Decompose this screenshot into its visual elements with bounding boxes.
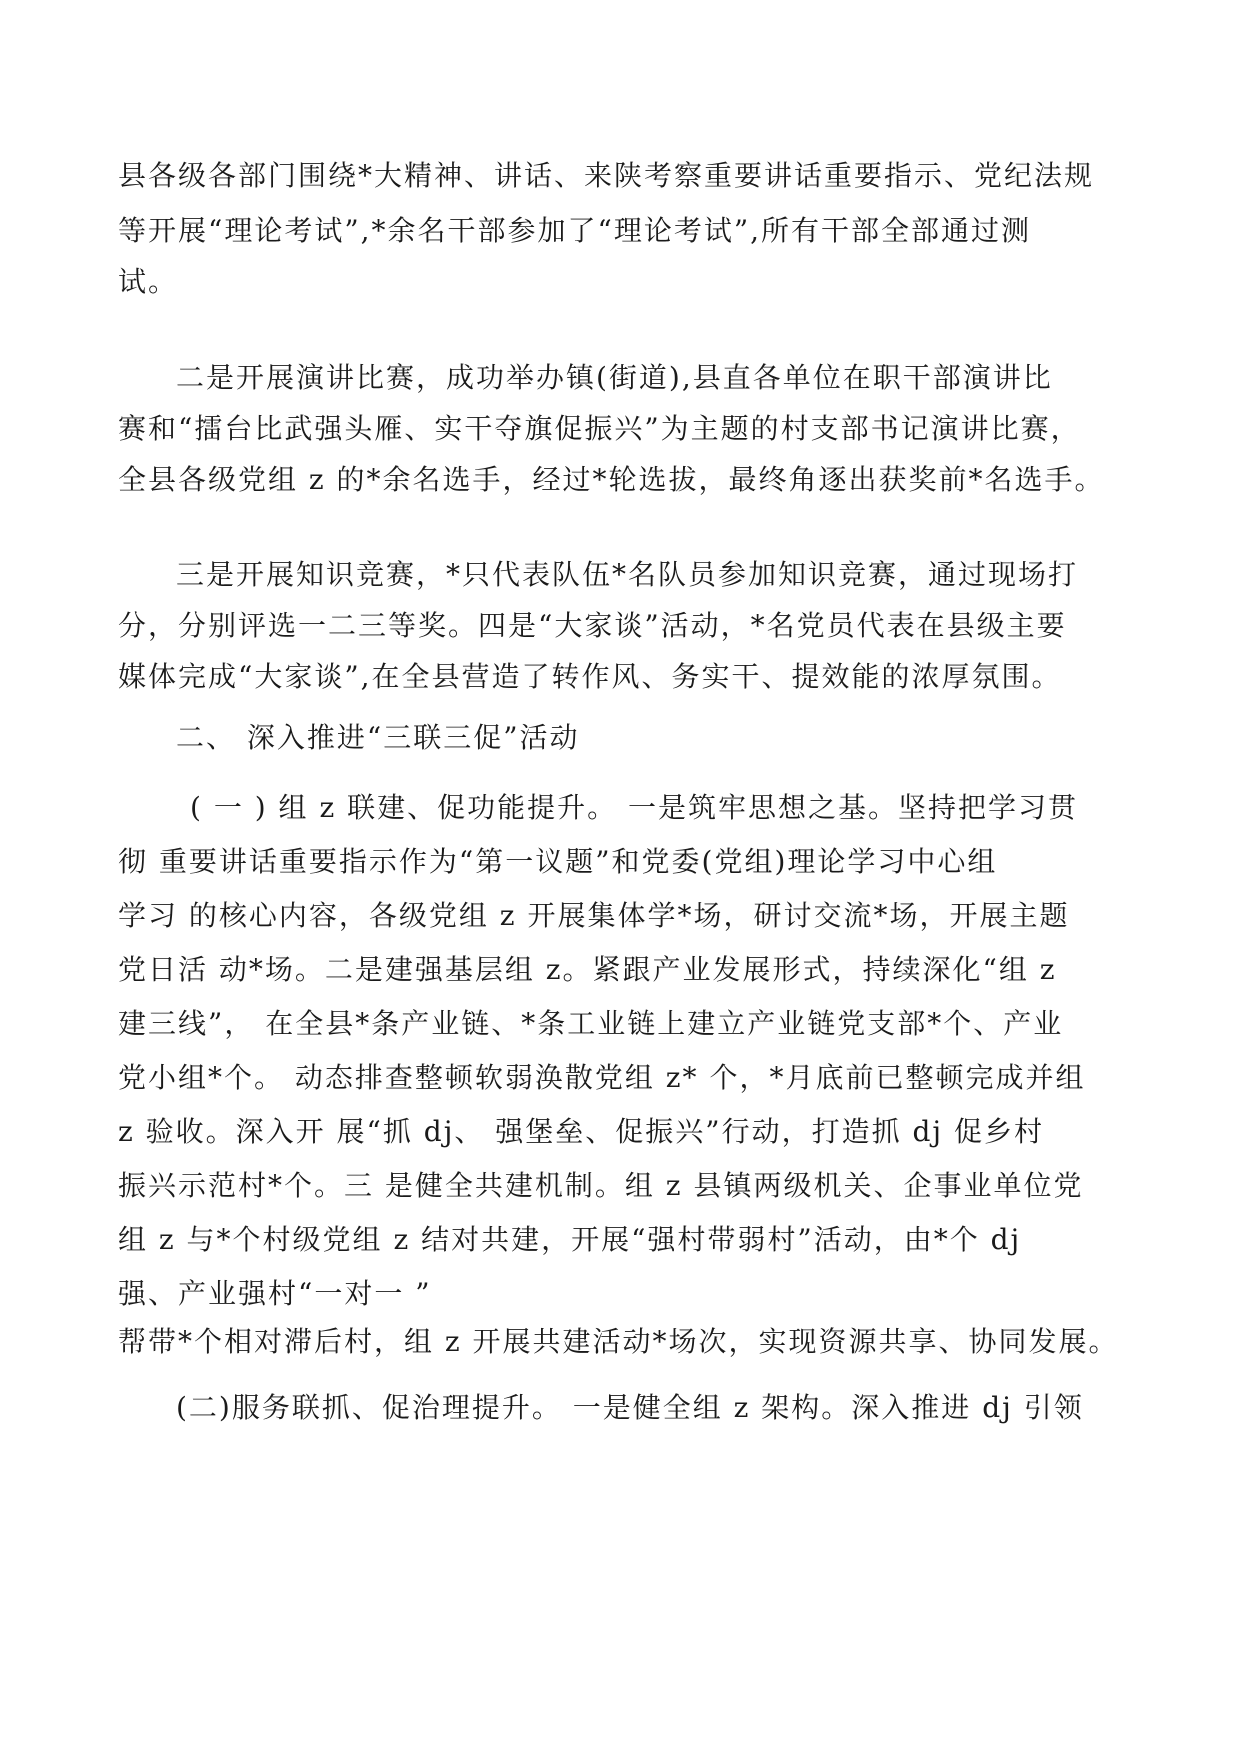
text-line: 三是开展知识竞赛，*只代表队伍*名队员参加知识竞赛，通过现场打 — [176, 558, 1079, 591]
section-heading: 二、 深入推进“三联三促”活动 — [176, 721, 580, 754]
text-line: 强、产业强村“一对一 ” — [118, 1277, 432, 1310]
text-line: 彻 重要讲话重要指示作为“第一议题”和党委(党组)理论学习中心组 — [118, 845, 998, 878]
text-line: 党小组*个。 动态排查整顿软弱涣散党组 z* 个，*月底前已整顿完成并组 — [118, 1061, 1086, 1094]
text-line: 分，分别评选一二三等奖。四是“大家谈”活动，*名党员代表在县级主要 — [118, 609, 1067, 642]
text-line: 县各级各部门围绕*大精神、讲话、来陕考察重要讲话重要指示、党纪法规 — [118, 159, 1095, 192]
text-line: 全县各级党组 z 的*余名选手，经过*轮选拔，最终角逐出获奖前*名选手。 — [118, 463, 1105, 496]
text-line: ( 一 ) 组 z 联建、促功能提升。 一是筑牢思想之基。坚持把学习贯 — [190, 791, 1079, 824]
text-line: 组 z 与*个村级党组 z 结对共建，开展“强村带弱村”活动，由*个 dj — [118, 1223, 1022, 1256]
text-line: 试。 — [118, 265, 179, 298]
text-line: 等开展“理论考试”,*余名干部参加了“理论考试”,所有干部全部通过测 — [118, 214, 1032, 247]
text-line: 建三线”， 在全县*条产业链、*条工业链上建立产业链党支部*个、产业 — [118, 1007, 1064, 1040]
text-line: 二是开展演讲比赛，成功举办镇(街道),县直各单位在职干部演讲比 — [176, 361, 1053, 394]
text-line: 学习 的核心内容，各级党组 z 开展集体学*场，研讨交流*场，开展主题 — [118, 899, 1070, 932]
text-line: (二)服务联抓、促治理提升。 一是健全组 z 架构。深入推进 dj 引领 — [176, 1391, 1084, 1424]
text-line: 赛和“擂台比武强头雁、实干夺旗促振兴”为主题的村支部书记演讲比赛， — [118, 412, 1081, 445]
text-line: 振兴示范村*个。三 是健全共建机制。组 z 县镇两级机关、企事业单位党 — [118, 1169, 1084, 1202]
text-line: 帮带*个相对滞后村，组 z 开展共建活动*场次，实现资源共享、协同发展。 — [118, 1325, 1119, 1358]
text-line: 党日活 动*场。二是建强基层组 z。紧跟产业发展形式，持续深化“组 z — [118, 953, 1057, 986]
text-line: z 验收。深入开 展“抓 dj、 强堡垒、促振兴”行动，打造抓 dj 促乡村 — [118, 1115, 1044, 1148]
text-line: 媒体完成“大家谈”,在全县营造了转作风、务实干、提效能的浓厚氛围。 — [118, 660, 1062, 693]
